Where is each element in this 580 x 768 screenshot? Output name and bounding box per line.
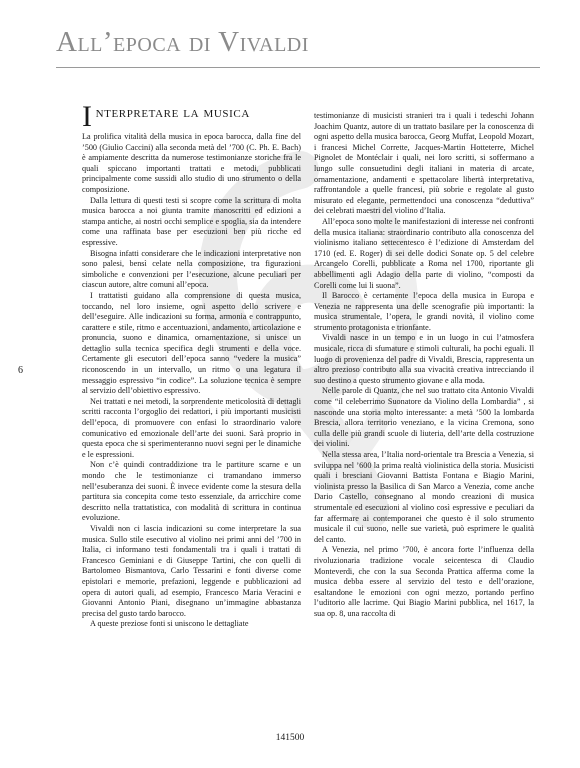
right-paragraph: Il Barocco è certamente l’epoca della musica in Europa e Venezia ne rappresenta una delle scenografie più importanti: la musica strumentale, l’opera, le grandi novità, il violino come strumento protagonista e trionfante. (314, 291, 534, 332)
left-paragraph: Non c’è quindi contraddizione tra le partiture scarne e un mondo che le testimonianze ci tramandano immerso nell’esuberanza dei suoni. È invece evidente come la stesura della partitura sia concepita come testo essenziale, da arricchire come descritto nella trattatistica, con modalità di scrittura in continua evoluzione. (82, 460, 301, 523)
left-paragraph: Bisogna infatti considerare che le indicazioni interpretative non sono palesi, bensì celate nella composizione, tra figurazioni simboliche e convenzioni per l’esecuzione, alcune peculiari per ciascun autore, altre comuni all’epoca. (82, 248, 301, 290)
section-title: nterpretare la musica (95, 105, 250, 121)
right-column (314, 111, 534, 620)
page-number: 6 (18, 365, 23, 376)
left-column (82, 100, 301, 630)
left-paragraph: Vivaldi non ci lascia indicazioni su come interpretare la sua musica. Sullo stile esecutivo al violino nei primi anni del ’700 in Italia, ci informano testi fondamentali tra i quali i trattati di Francesco Geminiani e di Giuseppe Tartini, che con quelli di Bartolomeo Bismantova, Carlo Tessarini e fonti diverse come epistolari e memorie, prefazioni, leggende e pubblicazioni ad opera di autori quali, ad esempio, Francesco Maria Veracini e Giovanni Antonio Piani, disegnano un’immagine abbastanza precisa del gusto tardo barocco. (82, 523, 301, 618)
section-heading (82, 100, 301, 133)
left-paragraph: A queste preziose fonti si uniscono le dettagliate (90, 619, 249, 629)
header-rule (56, 67, 540, 68)
left-paragraph: I trattatisti guidano alla comprensione di questa musica, toccando, nel loro insieme, ogni aspetto dello scrivere e dell’eseguire. Alle indicazioni su forma, armonia e contrappunto, carattere e stile, ritmo e accentuazioni, andamento, articolazione e pronuncia, suono e dinamica, ornamentazione, si unisce un dettaglio sulla tecnica specifica degli strumenti e della voce. Certamente gli esecutori dell’epoca sanno “vedere la musica” riconoscendo in un intervallo, un ritmo o una legatura il messaggio espressivo “in codice”. La soluzione tecnica è sempre al servizio dell’obiettivo espressivo. (82, 290, 301, 396)
section-dropcap: I (82, 100, 93, 133)
right-paragraph: All’epoca sono molte le manifestazioni di interesse nei confronti della musica italiana: straordinario contributo alla conoscenza del violinismo italiano settecentesco è l’edizione di Amsterdam del 1710 (ed. E. Roger) di sei delle dodici Sonate op. 5 del celebre Arcangelo Corelli, pubblicate a Roma nel 1700, riportante gli abbellimenti agli Adagio della parte di violino, “composti da Corelli come lui li suona”. (314, 216, 534, 290)
page-header (56, 26, 540, 59)
right-paragraph: Vivaldi nasce in un tempo e in un luogo in cui l’atmosfera musicale, ricca di sfumature e stimoli culturali, ha pochi eguali. Il luogo di provenienza del padre di Vivaldi, Brescia, rappresenta un altro prezioso contributo alla sua vivacità creativa intrecciando il suo destino a questo strumento giovane e alla moda. (314, 333, 534, 385)
left-paragraph: Dalla lettura di questi testi si scopre come la scrittura di molta musica barocca a noi giunta tramite manoscritti ed edizioni a stampa antiche, ai nostri occhi semplice e spoglia, sia da intendere come una raffinata base per esecuzioni ben più ricche ed espressive. (82, 195, 301, 247)
right-paragraph: testimonianze di musicisti stranieri tra i quali i tedeschi Johann Joachim Quantz, autore di un trattato basilare per la conoscenza di ogni aspetto della musica barocca, Georg Muffat, Leopold Mozart, i francesi Michel Corrette, Jacques-Martin Hotteterre, Michel Pignolet de Montéclair i quali, nei loro scritti, si soffermano a lungo sulle consuetudini degli italiani in materia di arcate, ornamentazione, andamenti e spettacolare libertà interpretativa, raffrontandole a quelle francesi, più sobrie e regolate al gusto misurato ed elegante, permettendoci una conoscenza “deduttiva” dei celebrati maestri del violino d’Italia. (314, 111, 534, 216)
right-paragraph: Nelle parole di Quantz, che nel suo trattato cita Antonio Vivaldi come “il celeberrimo Suonatore da Violino della Lombardia” , si nasconde una storia molto interessante: a metà ’500 la lombarda Brescia, allora territorio veneziano, e la vicina Cremona, sono culla delle più grandi scuole di liuteria, dell’arte della costruzione dei violini. (314, 386, 534, 449)
right-paragraph: A Venezia, nel primo ’700, è ancora forte l’influenza della rivoluzionaria tradizione vocale seicentesca di Claudio Monteverdi, che con la sua Seconda Prattica afferma come la musica debba essere al servizio del testo e dell’orazione, esaltandone le emozioni con ogni mezzo, portando perfino l’uditorio alle lacrime. Qui Biagio Marini pubblica, nel 1617, la sua op. 8, una raccolta di (314, 545, 534, 618)
left-paragraph: La prolifica vitalità della musica in epoca barocca, dalla fine del ’500 (Giulio Caccini) alla seconda metà del ’700 (C. Ph. E. Bach) è ampiamente descritta da numerose testimonianze storiche fra le quali spiccano importanti trattati e metodi, pubblicati principalmente come sussidi allo studio di uno strumento o della composizione. (82, 132, 301, 194)
left-paragraph: Nei trattati e nei metodi, la sorprendente meticolosità di dettagli scritti racconta l’orgoglio dei redattori, i più importanti musicisti dell’epoca, di promuovere con enfasi lo straordinario valore comunicativo ed emozionale dell’arte dei suoni. Sarà proprio in questa epoca che si sperimenteranno nuovi segni per le dinamiche e le espressioni. (82, 396, 301, 459)
footer-code: 141500 (275, 733, 305, 743)
header-title: All’epoca di Vivaldi (56, 26, 309, 58)
right-paragraph: Nella stessa area, l’Italia nord-orientale tra Brescia a Venezia, si sviluppa nel ’600 la prima realtà violinistica della storia. Musicisti quali i bresciani Giovanni Battista Fontana e Biagio Marini, violinista presso la Basilica di San Marco a Venezia, come anche Dario Castello, consegnano al mondo creazioni di musica strumentale ed esecuzioni al violino così espressive e peculiari da far affermare ai contemporanei che questo è il solo strumento musicale il cui suono, nelle sue varietà, può esprimere le qualità del canto. (314, 450, 534, 544)
